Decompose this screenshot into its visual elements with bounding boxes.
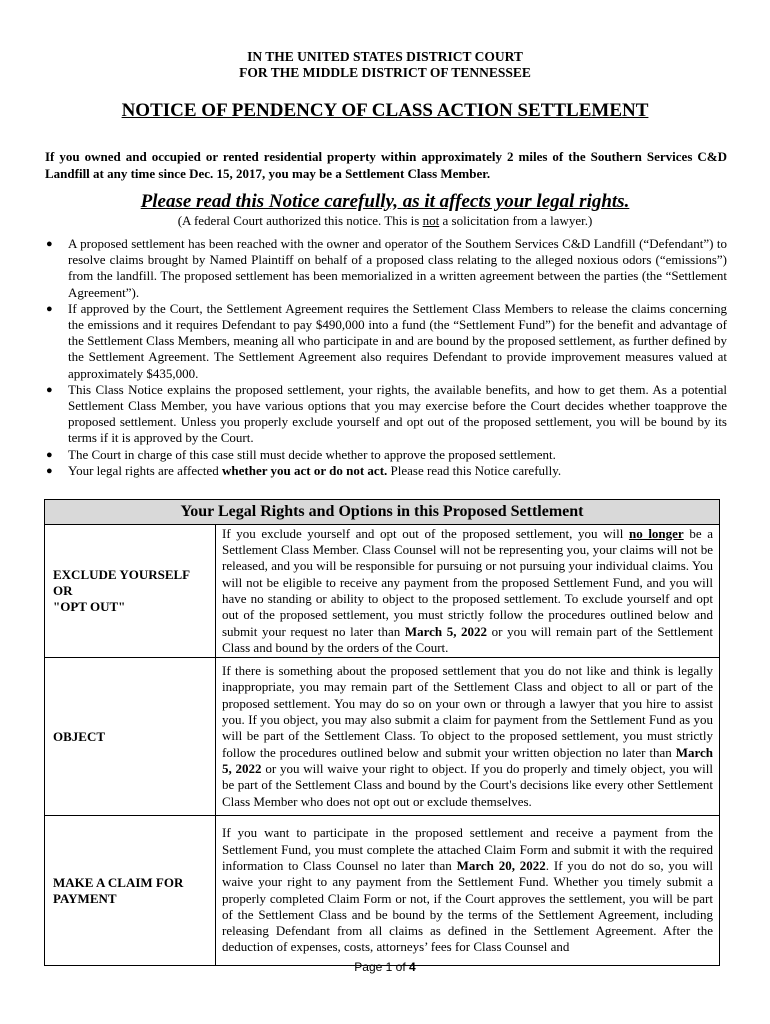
table-row-object <box>45 658 720 816</box>
bullet-text: If approved by the Court, the Settlement Agreement requires the Settlement Class Members to release the claims concerning the emissions and it requires Defendant to pay $490,000 into a fund (the “Settlement Fund”) for the benefit and advantage of the Settlement Class Members, meaning all who participate in and are bound by the proposed settlement, as further defined by the Settlement Agreement. The Settlement Agreement also requires Defendant to provide improvement measures valued at approximately $435,000. <box>68 300 727 381</box>
federal-note-emphasis: not <box>422 213 440 228</box>
desc-deadline: March 20, 2022 <box>456 857 546 873</box>
bullet-item <box>45 382 727 447</box>
desc-text: or you will remain part of the Settlement Class and bound by the orders of the Court. <box>222 623 713 655</box>
option-label-exclude <box>45 525 216 658</box>
federal-note-after: a solicitation from a lawyer.) <box>439 213 593 228</box>
court-name-line-1: IN THE UNITED STATES DISTRICT COURT <box>247 49 523 64</box>
bullet-text: This Class Notice explains the proposed settlement, your rights, the available benefits, and how to get them. As a potential Settlement Class Member, you have various options that you may exercise before the Court decides whether toapprove the proposed settlement. Unless you properly exclude yourself and opt out of the proposed settlement, you will be bound by its terms if it is approved by the Court. <box>68 381 727 446</box>
option-label-line: OBJECT <box>53 728 106 744</box>
bullet-icon: ● <box>46 302 53 315</box>
desc-text: If you exclude yourself and opt out of the proposed settlement, you will <box>222 525 629 541</box>
option-label-object <box>45 658 216 816</box>
page-number-prefix: Page 1 of <box>354 960 410 974</box>
bullet-item <box>45 447 727 463</box>
bullet-icon: ● <box>46 383 53 396</box>
desc-text: be a Settlement Class Member. Class Counsel will not be representing you, your claims will not be released, and you will be responsible for pursuing or not pursuing your individual claims. You will not be eligible to receive any payment from the proposed Settlement Fund, and you will have no standing or ability to object to the proposed settlement. To exclude yourself and opt out of the proposed settlement, you must strictly follow the procedures outlined below and submit your request no later than <box>222 525 713 639</box>
bullet-text-before: Your legal rights are affected <box>68 462 223 478</box>
option-label-line: MAKE A CLAIM FOR <box>53 874 184 890</box>
option-description-claim <box>216 816 720 966</box>
table-heading: Your Legal Rights and Options in this Proposed Settlement <box>45 500 720 525</box>
notice-title: NOTICE OF PENDENCY OF CLASS ACTION SETTLEMENT <box>121 100 649 121</box>
bullet-item <box>45 236 727 301</box>
federal-authorization-note <box>0 213 770 229</box>
bullet-item <box>45 463 727 479</box>
desc-text: . If you do not do so, you will waive your right to any payment from the Settlement Fund. Whether you timely submit a properly completed Claim Form or not, if the Court approves the settlement, you will be part of the Settlement Class and be bound by the terms of the Settlement Agreement, including releasing Defendant from all claims as defined in the Settlement Agreement. After the deduction of expenses, costs, attorneys’ fees for Class Counsel and <box>222 857 713 955</box>
option-label-claim <box>45 816 216 966</box>
summary-bullet-list <box>45 236 727 479</box>
desc-text: If there is something about the proposed settlement that you do not like and think is legally inappropriate, you may remain part of the Settlement Class and object to all or part of the proposed settlement. You may do so on your own or through a lawyer that you hire to assist you. If you object, you may also submit a claim for payment from the Settlement Fund as you will be part of the Settlement Class. To object to the proposed settlement, you must strictly follow the procedures outlined below and submit your written objection no later than <box>222 663 713 760</box>
bullet-icon: ● <box>46 448 53 461</box>
desc-deadline: March 5, 2022 <box>222 744 713 776</box>
desc-text: If you do properly and timely object, you will be part of the Settlement Class and bound by the Court's decisions like every other Settlement Class Member who does not opt out or exclude themselves. <box>222 760 713 809</box>
option-description-object <box>216 658 720 816</box>
federal-note-before: (A federal Court authorized this notice. This is <box>177 213 423 228</box>
desc-no-longer: no longer <box>628 525 684 541</box>
option-label-line: PAYMENT <box>53 890 117 906</box>
desc-text: If you want to participate in the proposed settlement and receive a payment from the Settlement Fund, you must complete the attached Claim Form and submit it with the required information to Class Counsel no later than <box>222 825 713 873</box>
option-label-line: OR <box>53 583 73 598</box>
bullet-text: The Court in charge of this case still must decide whether to approve the proposed settlement. <box>68 446 556 462</box>
table-row-exclude <box>45 525 720 658</box>
intro-paragraph: If you owned and occupied or rented residential property within approximately 2 miles of the Southern Services C&D Landfill at any time since Dec. 15, 2017, you may be a Settlement Class Member. <box>45 149 727 181</box>
option-label-line: EXCLUDE YOURSELF <box>53 567 191 582</box>
bullet-text-after: Please read this Notice carefully. <box>387 462 562 478</box>
desc-text: or you will waive your right to object. <box>261 760 471 776</box>
option-label-line: "OPT OUT" <box>53 599 126 614</box>
read-notice-heading: Please read this Notice carefully, as it affects your legal rights. <box>140 191 630 212</box>
bullet-icon: ● <box>46 238 53 250</box>
bullet-icon: ● <box>46 464 53 477</box>
option-description-exclude <box>216 525 720 658</box>
desc-deadline: March 5, 2022 <box>404 623 488 639</box>
bullet-text: A proposed settlement has been reached with the owner and operator of the Southem Services C&D Landfill (“Defendant”) to resolve claims brought by Named Plaintiff on behalf of a proposed class relating to the alleged noxious odors (“emissions”) from the landfill. The proposed settlement has been memorialized in a written agreement between the parties (the “Settlement Agreement”). <box>68 236 727 300</box>
bullet-text-bold: whether you act or do not act. <box>222 462 388 478</box>
table-row-claim <box>45 816 720 966</box>
bullet-item <box>45 301 727 382</box>
page-number-total: 4 <box>409 960 416 974</box>
court-name-line-2: FOR THE MIDDLE DISTRICT OF TENNESSEE <box>239 65 531 80</box>
legal-rights-table <box>44 499 720 966</box>
page-number <box>0 960 770 974</box>
